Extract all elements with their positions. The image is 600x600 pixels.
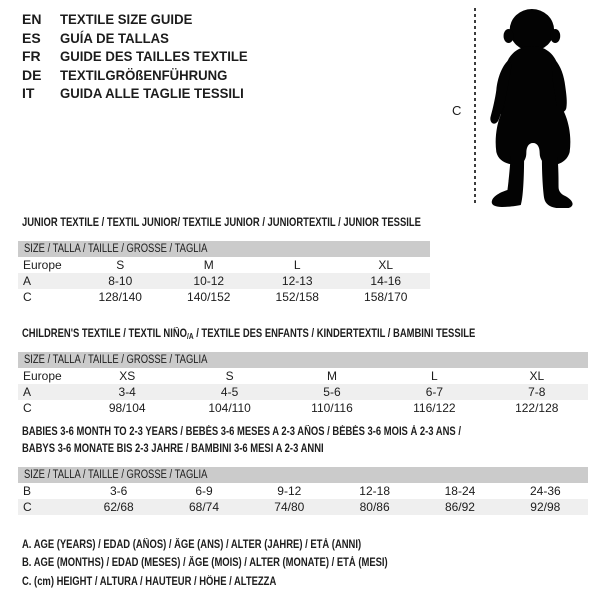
- size-header-row: [18, 467, 588, 483]
- baby-silhouette-figure: [483, 6, 583, 208]
- size-cell: 116/122: [413, 401, 456, 415]
- height-c-label: C: [452, 103, 462, 118]
- size-cell: L: [293, 258, 301, 272]
- size-header-bar: [18, 467, 588, 483]
- size-header-text: SIZE / TALLA / TAILLE / GRÖSSE / TAGLIA: [24, 354, 208, 366]
- size-cell: 62/68: [103, 500, 134, 514]
- size-cell: 122/128: [515, 401, 559, 415]
- language-label: GUIDA ALLE TAGLIE TESSILI: [60, 85, 244, 102]
- language-label: TEXTILE SIZE GUIDE: [60, 11, 193, 27]
- size-cell: 68/74: [188, 500, 219, 514]
- size-cell: 24-36: [529, 484, 561, 498]
- size-row-label: Europe: [23, 369, 62, 383]
- size-cell: 128/140: [98, 290, 142, 304]
- size-table: [18, 352, 588, 416]
- section-childrens-textile: [18, 326, 588, 416]
- size-row-label: C: [23, 401, 32, 415]
- size-row-label: B: [23, 484, 32, 498]
- size-cell: M: [326, 369, 337, 383]
- language-row: [22, 29, 260, 48]
- size-cell: 3-6: [109, 484, 128, 498]
- language-code: FR: [22, 48, 41, 65]
- size-cell: XS: [119, 369, 136, 383]
- size-cell: 14-16: [370, 274, 402, 288]
- size-cell: 104/110: [208, 401, 251, 415]
- size-cell: 12-13: [281, 274, 313, 288]
- size-cell: S: [116, 258, 125, 272]
- language-guide: [22, 10, 260, 103]
- size-cell: 7-8: [528, 385, 546, 399]
- size-row: [18, 483, 588, 499]
- size-cell: 5-6: [323, 385, 341, 399]
- size-cell: 6-7: [425, 385, 444, 399]
- footnote-b: B. AGE (MONTHS) / EDAD (MESES) / ÂGE (MOIS) / ALTER (MONATE) / ETÀ (MESI): [22, 557, 388, 570]
- size-cell: 9-12: [277, 484, 302, 498]
- table-title: CHILDREN'S TEXTILE / TEXTIL $NIÑO_{/A}$ / TEXTILE DES ENFANTS / KINDERTEXTIL / BAMBINI TESSILE: [22, 328, 476, 341]
- footnotes: [22, 536, 468, 591]
- size-row-label: C: [23, 290, 32, 304]
- size-cell: 10-12: [193, 274, 225, 288]
- size-cell: S: [225, 369, 234, 383]
- size-row-label: A: [23, 385, 32, 399]
- size-cell: 80/86: [359, 500, 390, 514]
- size-table: [18, 241, 430, 305]
- size-header-row: [18, 352, 588, 368]
- size-cell: 158/170: [364, 290, 408, 304]
- size-cell: 152/158: [275, 290, 319, 304]
- size-cell: 12-18: [359, 484, 390, 498]
- size-row: [18, 273, 430, 289]
- language-row: [22, 10, 260, 29]
- size-row-label: A: [23, 274, 32, 288]
- size-cell: 3-4: [118, 385, 136, 399]
- language-label: TEXTILGRÖßENFÜHRUNG: [60, 66, 228, 83]
- language-row: [22, 47, 260, 66]
- language-row: [22, 66, 260, 85]
- section-babies-textile: [18, 424, 588, 515]
- size-cell: 98/104: [108, 401, 146, 415]
- size-row-label: C: [23, 500, 32, 514]
- language-code: DE: [22, 66, 42, 83]
- size-cell: 4-5: [220, 385, 239, 399]
- language-label: GUIDE DES TAILLES TEXTILE: [60, 48, 248, 65]
- size-cell: 6-9: [195, 484, 213, 498]
- size-cell: 86/92: [444, 500, 475, 514]
- size-cell: 110/116: [311, 401, 353, 415]
- size-row: [18, 368, 588, 384]
- size-row: [18, 400, 588, 416]
- table-title: BABIES 3-6 MONTH TO 2-3 YEARS / BEBÉS 3-6 MESES A 2-3 AÑOS / BÉBÉS 3-6 MOIS À 2-3 ANS / BABYS 3-6 MONATE BIS 2-3 JAHRE / BAMBINI 3-6 MESI A 2-3 ANNI: [22, 426, 461, 455]
- size-row-label: Europe: [23, 258, 62, 272]
- size-cell: 92/98: [530, 500, 561, 514]
- size-row: [18, 499, 588, 515]
- language-label: GUÍA DE TALLAS: [60, 29, 169, 46]
- size-cell: L: [431, 369, 438, 383]
- size-cell: 74/80: [274, 500, 305, 514]
- size-header-row: [18, 241, 430, 257]
- language-code: IT: [22, 85, 35, 102]
- section-junior-textile: [18, 215, 430, 305]
- size-row: [18, 289, 430, 305]
- language-row: [22, 84, 260, 103]
- size-header-text: SIZE / TALLA / TAILLE / GRÖSSE / TAGLIA: [24, 469, 208, 481]
- language-code: ES: [22, 29, 41, 46]
- size-header-bar: [18, 241, 430, 257]
- size-cell: 18-24: [444, 484, 476, 498]
- table-title: JUNIOR TEXTILE / TEXTIL JUNIOR/ TEXTILE JUNIOR / JUNIORTEXTIL / JUNIOR TESSILE: [22, 217, 421, 229]
- language-code: EN: [22, 11, 42, 27]
- size-table: [18, 467, 588, 515]
- size-cell: XL: [529, 369, 545, 383]
- size-header-text: SIZE / TALLA / TAILLE / GRÖSSE / TAGLIA: [24, 243, 208, 255]
- footnote-a: A. AGE (YEARS) / EDAD (AÑOS) / ÂGE (ANS) / ALTER (JAHRE) / ETÀ (ANNI): [22, 539, 362, 551]
- size-cell: 140/152: [187, 290, 231, 304]
- size-cell: M: [203, 258, 214, 272]
- size-row: [18, 257, 430, 273]
- height-dashed-line: [474, 8, 476, 206]
- size-cell: XL: [378, 258, 394, 272]
- size-header-bar: [18, 352, 588, 368]
- size-row: [18, 384, 588, 400]
- size-cell: 8-10: [108, 274, 133, 288]
- footnote-c: C. (cm) HEIGHT / ALTURA / HAUTEUR / HÖHE / ALTEZZA: [22, 575, 277, 588]
